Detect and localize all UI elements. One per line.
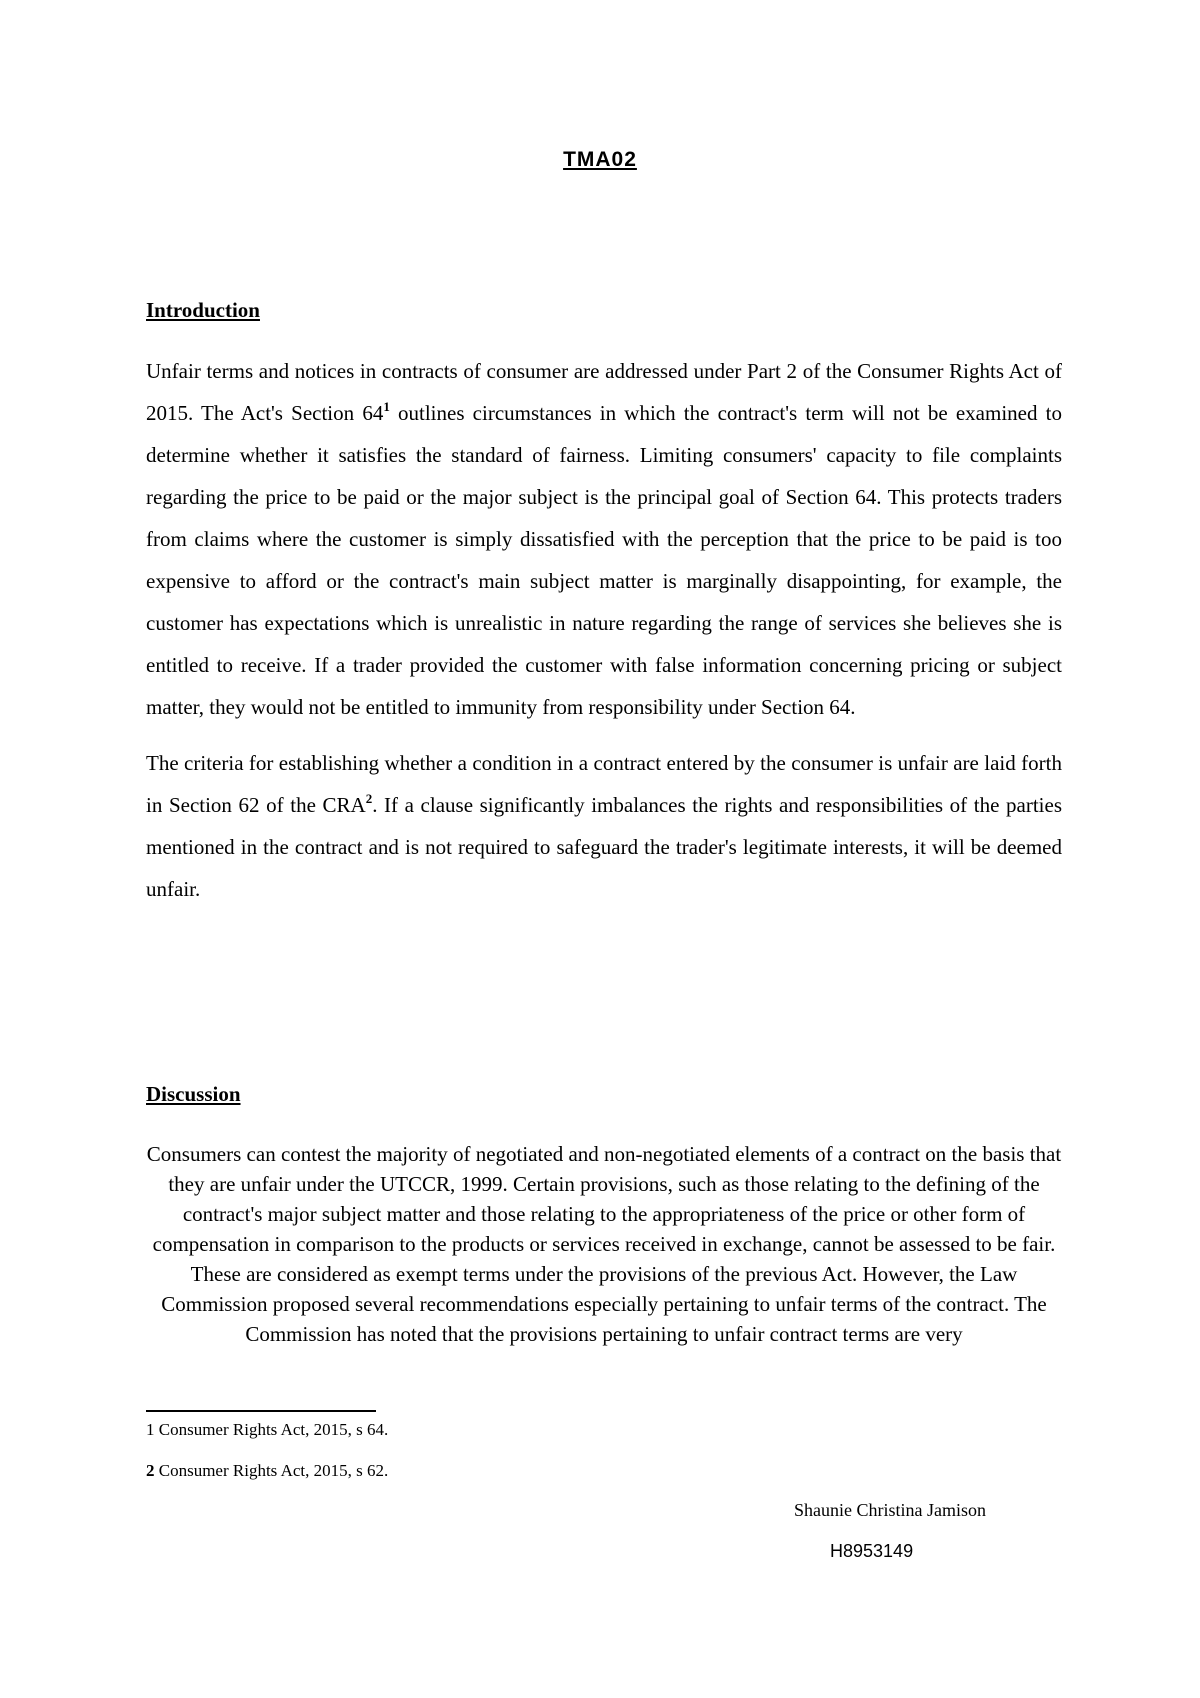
introduction-paragraph-1 — [146, 350, 1062, 728]
intro-p2-text-b: . If a clause significantly imbalances the rights and responsibilities of the parties mentioned in the contract and is not required to safeguard the trader's legitimate interests, it will be deemed unfair. — [146, 793, 1063, 901]
footnote-1-text: Consumer Rights Act, 2015, s 64. — [154, 1420, 389, 1439]
footnote-separator — [146, 1410, 376, 1412]
author-name: Shaunie Christina Jamison — [794, 1500, 986, 1520]
discussion-heading: Discussion — [146, 1082, 241, 1106]
discussion-paragraph: Consumers can contest the majority of negotiated and non-negotiated elements of a contract on the basis that they are unfair under the UTCCR, 1999. Certain provisions, such as those relating to the defining of the contract's major subject matter and those relating to the appropriateness of the price or other form of compensation in comparison to the products or services received in exchange, cannot be assessed to be fair. These are considered as exempt terms under the provisions of the previous Act. However, the Law Commission proposed several recommendations especially pertaining to unfair terms of the contract. The Commission has noted that the provisions pertaining to unfair contract terms are very — [146, 1142, 1062, 1346]
intro-p2-text-a: The criteria for establishing whether a condition in a contract entered by the consumer is unfair are laid forth in Section 62 of the CRA — [146, 751, 1062, 817]
document-title: TMA02 — [563, 148, 637, 171]
footnote-1-number: 1 — [146, 1420, 155, 1439]
intro-p1-text-b: outlines circumstances in which the contract's term will not be examined to determine whether it satisfies the standard of fairness. Limiting consumers' capacity to file complaints regarding the price to be paid or the major subject is the principal goal of Section 64. This protects traders from claims where the customer is simply dissatisfied with the perception that the price to be paid is too expensive to afford or the contract's main subject matter is marginally disappointing, for example, the customer has expectations which is unrealistic in nature regarding the range of services she believes she is entitled to receive. If a trader provided the customer with false information concerning pricing or subject matter, they would not be entitled to immunity from responsibility under Section 64. — [146, 401, 1062, 719]
introduction-heading: Introduction — [146, 298, 260, 322]
footnote-ref-2[interactable]: 2 — [365, 791, 373, 806]
footnote-2 — [146, 1461, 388, 1481]
introduction-section — [146, 350, 1062, 924]
footnote-2-text: Consumer Rights Act, 2015, s 62. — [154, 1461, 389, 1480]
student-id: H8953149 — [830, 1541, 914, 1561]
introduction-paragraph-2 — [146, 742, 1062, 910]
intro-p1-text-a: Unfair terms and notices in contracts of consumer are addressed under Part 2 of the Consumer Rights Act of 2015. The Act's Section 64 — [146, 359, 1062, 425]
footnote-1 — [146, 1420, 388, 1440]
footnote-ref-1[interactable]: 1 — [383, 399, 390, 414]
footnote-2-number: 2 — [146, 1461, 155, 1480]
